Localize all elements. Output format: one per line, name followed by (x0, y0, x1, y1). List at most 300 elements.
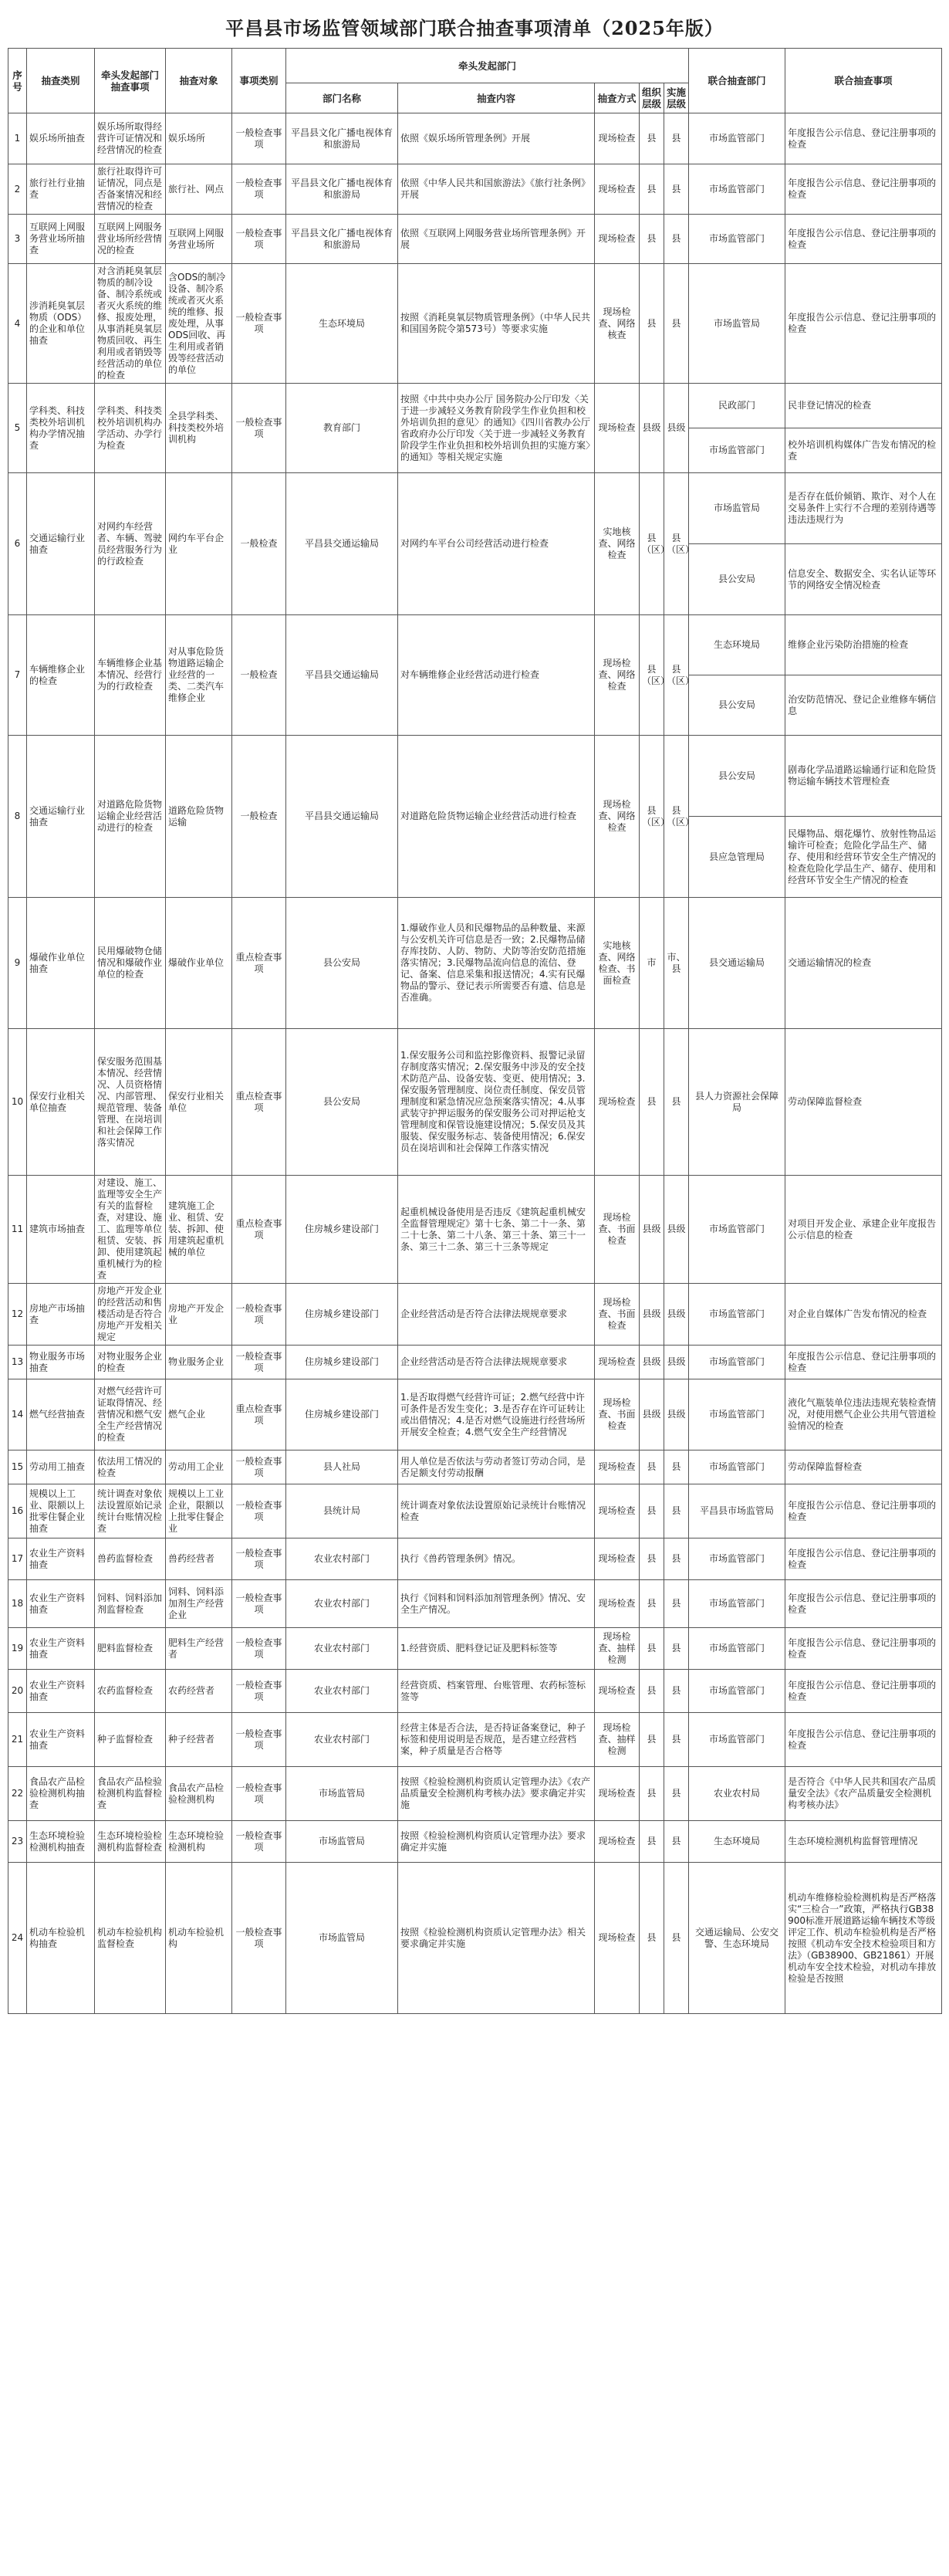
table-row (8, 1670, 942, 1713)
row-category: 农业生产资料抽查 (27, 1670, 95, 1713)
row-level-impl: 县级 (664, 1379, 689, 1450)
row-level-org: 县 (640, 215, 664, 264)
row-level-impl: 县级 (664, 1346, 689, 1379)
row-dept-name: 住房城乡建设部门 (286, 1284, 398, 1346)
table-row (8, 215, 942, 264)
row-level-org: 县（区） (640, 736, 664, 898)
row-target: 生态环境检验检测机构 (166, 1821, 232, 1863)
row-item-type: 一般检查事项 (232, 1346, 286, 1379)
row-category: 保安行业相关单位抽查 (27, 1029, 95, 1176)
row-level-org: 县 (640, 1580, 664, 1628)
row-method: 现场检查 (595, 1767, 640, 1821)
row-dept-name: 平昌县文化广播电视体育和旅游局 (286, 164, 398, 215)
row-target: 保安行业相关单位 (166, 1029, 232, 1176)
row-number: 15 (8, 1450, 27, 1484)
row-joint-item: 校外培训机构媒体广告发布情况的检查 (785, 428, 942, 473)
row-dept-name: 市场监管局 (286, 1767, 398, 1821)
row-category: 车辆维修企业的检查 (27, 615, 95, 736)
inspection-table (8, 48, 942, 2014)
row-dept-name: 住房城乡建设部门 (286, 1176, 398, 1284)
row-level-impl: 县级 (664, 384, 689, 473)
row-target: 建筑施工企业、租赁、安装、拆卸、使用建筑起重机械的单位 (166, 1176, 232, 1284)
row-lead-item: 对建设、施工、监理等安全生产有关的监督检查，对建设、施工、监理等单位租赁、安装、拆卸、使用建筑起重机械行为的检查 (95, 1176, 166, 1284)
table-row (8, 898, 942, 1029)
row-item-type: 一般检查事项 (232, 1821, 286, 1863)
row-dept-name: 教育部门 (286, 384, 398, 473)
row-number: 13 (8, 1346, 27, 1379)
row-level-impl: 县 (664, 1713, 689, 1767)
row-target: 燃气企业 (166, 1379, 232, 1450)
row-level-org: 县 (640, 1767, 664, 1821)
row-level-impl: 县 (664, 1670, 689, 1713)
row-method: 实地核查、网络检查、书面检查 (595, 898, 640, 1029)
page (8, 0, 941, 2014)
row-number: 22 (8, 1767, 27, 1821)
row-joint-item: 年度报告公示信息、登记注册事项的检查 (785, 215, 942, 264)
row-level-impl: 县（区） (664, 615, 689, 736)
row-lead-item: 车辆维修企业基本情况、经营行为的行政检查 (95, 615, 166, 736)
row-joint-item: 是否符合《中华人民共和国农产品质量安全法》《农产品质量安全检测机构考核办法》 (785, 1767, 942, 1821)
header-no: 序号 (8, 49, 27, 113)
row-lead-item: 食品农产品检验检测机构监督检查 (95, 1767, 166, 1821)
row-lead-item: 统计调查对象依法设置原始记录统计台账情况检查 (95, 1484, 166, 1538)
row-number: 2 (8, 164, 27, 215)
row-dept-name: 县统计局 (286, 1484, 398, 1538)
row-content: 依照《娱乐场所管理条例》开展 (398, 113, 595, 164)
header-lead-item: 牵头发起部门抽查事项 (95, 49, 166, 113)
row-level-org: 县级 (640, 1284, 664, 1346)
header-lead-group: 牵头发起部门 (286, 49, 689, 83)
row-target: 兽药经营者 (166, 1538, 232, 1580)
table-header (8, 49, 942, 113)
row-number: 20 (8, 1670, 27, 1713)
row-content: 经营主体是否合法，是否持证备案登记，种子标签和使用说明是否规范，是否建立经营档案，种子质量是否合格等 (398, 1713, 595, 1767)
row-level-impl: 县 (664, 1628, 689, 1670)
table-row (8, 264, 942, 384)
row-content: 用人单位是否依法与劳动者签订劳动合同，是否足额支付劳动报酬 (398, 1450, 595, 1484)
row-joint-dept: 县人力资源社会保障局 (689, 1029, 785, 1176)
page-title: 平昌县市场监管领域部门联合抽查事项清单（2025年版） (225, 17, 724, 39)
row-content: 起重机械设备使用是否违反《建筑起重机械安全监督管理规定》第十七条、第二十一条、第二十七条、第二十八条、第三十条、第三十一条、第三十二条、第三十三条等规定 (398, 1176, 595, 1284)
table-row (8, 1713, 942, 1767)
row-target: 道路危险货物运输 (166, 736, 232, 898)
row-joint-item: 年度报告公示信息、登记注册事项的检查 (785, 1670, 942, 1713)
row-joint-item: 年度报告公示信息、登记注册事项的检查 (785, 1538, 942, 1580)
header-target: 抽查对象 (166, 49, 232, 113)
row-joint-dept: 市场监管部门 (689, 1538, 785, 1580)
row-content: 执行《兽药管理条例》情况。 (398, 1538, 595, 1580)
table-body (8, 113, 942, 2014)
row-level-org: 县（区） (640, 473, 664, 615)
row-target: 网约车平台企业 (166, 473, 232, 615)
row-target: 种子经营者 (166, 1713, 232, 1767)
row-number: 14 (8, 1379, 27, 1450)
row-target: 物业服务企业 (166, 1346, 232, 1379)
row-level-org: 县级 (640, 384, 664, 473)
row-level-impl: 县 (664, 1450, 689, 1484)
row-joint-dept: 县公安局 (689, 736, 785, 817)
row-lead-item: 互联网上网服务营业场所经营情况的检查 (95, 215, 166, 264)
row-joint-dept: 市场监管部门 (689, 428, 785, 473)
row-method: 现场检查 (595, 1580, 640, 1628)
row-dept-name: 平昌县交通运输局 (286, 615, 398, 736)
row-joint-dept: 平昌县市场监管局 (689, 1484, 785, 1538)
row-target: 互联网上网服务营业场所 (166, 215, 232, 264)
row-lead-item: 依法用工情况的检查 (95, 1450, 166, 1484)
row-joint-item: 液化气瓶装单位违法违规充装检查情况，对使用燃气企业公共用气管道检验情况的检查 (785, 1379, 942, 1450)
row-category: 互联网上网服务营业场所抽查 (27, 215, 95, 264)
row-category: 房地产市场抽查 (27, 1284, 95, 1346)
row-joint-item: 年度报告公示信息、登记注册事项的检查 (785, 1484, 942, 1538)
row-lead-item: 房地产开发企业的经营活动和售楼活动是否符合房地产开发相关规定 (95, 1284, 166, 1346)
row-dept-name: 农业农村部门 (286, 1538, 398, 1580)
row-joint-dept: 市场监管部门 (689, 1713, 785, 1767)
row-number: 1 (8, 113, 27, 164)
row-lead-item: 娱乐场所取得经营许可证情况和经营情况的检查 (95, 113, 166, 164)
row-content: 1.经营资质、肥料登记证及肥料标签等 (398, 1628, 595, 1670)
header-content: 抽查内容 (398, 83, 595, 113)
row-joint-dept: 市场监管部门 (689, 1379, 785, 1450)
row-dept-name: 农业农村部门 (286, 1580, 398, 1628)
row-item-type: 一般检查事项 (232, 1628, 286, 1670)
header-level-impl: 实施层级 (664, 83, 689, 113)
table-row (8, 1284, 942, 1346)
row-joint-item: 年度报告公示信息、登记注册事项的检查 (785, 113, 942, 164)
row-target: 饲料、饲料添加剂生产经营企业 (166, 1580, 232, 1628)
row-target: 旅行社、网点 (166, 164, 232, 215)
table-row (8, 1863, 942, 2014)
row-content: 1.保安服务公司和监控影像资料、报警记录留存制度落实情况；2.保安服务中涉及的安全技术防范产品、设备安装、变更、使用情况；3.保安服务管理制度、岗位责任制度、保安员管理制度和紧急情况应急预案落实情况；4.从事武装守护押运服务的保安服务公司对押运枪支管理制度和保管设施建设情况；5.保安员及其服装、保安服务标志、装备使用情况；6.保安员在岗培训和社会保障工作落实情况 (398, 1029, 595, 1176)
row-joint-item: 年度报告公示信息、登记注册事项的检查 (785, 264, 942, 384)
row-item-type: 一般检查事项 (232, 113, 286, 164)
row-method: 现场检查 (595, 1346, 640, 1379)
row-level-org: 县 (640, 1484, 664, 1538)
row-category: 农业生产资料抽查 (27, 1580, 95, 1628)
row-category: 食品农产品检验检测机构抽查 (27, 1767, 95, 1821)
row-joint-dept: 市场监管部门 (689, 215, 785, 264)
row-level-org: 县级 (640, 1176, 664, 1284)
row-dept-name: 平昌县文化广播电视体育和旅游局 (286, 215, 398, 264)
row-item-type: 重点检查事项 (232, 898, 286, 1029)
row-content: 对车辆维修企业经营活动进行检查 (398, 615, 595, 736)
row-item-type: 一般检查事项 (232, 1580, 286, 1628)
row-level-impl: 县 (664, 264, 689, 384)
header-joint-item: 联合抽查事项 (785, 49, 942, 113)
row-level-impl: 县 (664, 1538, 689, 1580)
row-dept-name: 农业农村部门 (286, 1628, 398, 1670)
row-joint-dept: 市场监管部门 (689, 1346, 785, 1379)
row-method: 现场检查 (595, 1863, 640, 2014)
row-joint-item: 交通运输情况的检查 (785, 898, 942, 1029)
row-category: 生态环境检验检测机构抽查 (27, 1821, 95, 1863)
row-number: 9 (8, 898, 27, 1029)
row-level-impl: 县（区） (664, 736, 689, 898)
row-target: 爆破作业单位 (166, 898, 232, 1029)
row-lead-item: 种子监督检查 (95, 1713, 166, 1767)
row-method: 现场检查、书面检查 (595, 1176, 640, 1284)
row-content: 按照《中共中央办公厅 国务院办公厅印发〈关于进一步减轻义务教育阶段学生作业负担和校外培训负担的意见〉的通知》《四川省教办公厅 省政府办公厅印发〈关于进一步减轻义务教育阶段学生作业负担和校外培训负担的实施方案〉的通知》等相关规定实施 (398, 384, 595, 473)
row-number: 21 (8, 1713, 27, 1767)
row-method: 现场检查、抽样检测 (595, 1713, 640, 1767)
row-category: 学科类、科技类校外培训机构办学情况抽查 (27, 384, 95, 473)
header-method: 抽查方式 (595, 83, 640, 113)
row-target: 农药经营者 (166, 1670, 232, 1713)
row-lead-item: 机动车检验机构监督检查 (95, 1863, 166, 2014)
row-content: 按照《检验检测机构资质认定管理办法》要求确定并实施 (398, 1821, 595, 1863)
row-content: 经营资质、档案管理、台账管理、农药标签标签等 (398, 1670, 595, 1713)
row-joint-item: 对项目开发企业、承建企业年度报告公示信息的检查 (785, 1176, 942, 1284)
row-method: 现场检查、书面检查 (595, 1379, 640, 1450)
row-joint-item: 年度报告公示信息、登记注册事项的检查 (785, 1580, 942, 1628)
row-level-org: 县 (640, 1821, 664, 1863)
row-number: 19 (8, 1628, 27, 1670)
row-item-type: 一般检查 (232, 615, 286, 736)
row-joint-dept: 市场监管部门 (689, 1176, 785, 1284)
row-category: 规模以上工业、限额以上批零住餐企业抽查 (27, 1484, 95, 1538)
row-dept-name: 住房城乡建设部门 (286, 1379, 398, 1450)
row-joint-item: 年度报告公示信息、登记注册事项的检查 (785, 1713, 942, 1767)
row-joint-item: 机动车维修检验检测机构是否严格落实“三检合一”政策，严格执行GB38900标准开展道路运输车辆技术等级评定工作、机动车检验机构是否严格按照《机动车安全技术检验项目和方法》（GB38900、GB21861）开展机动车安全技术检验，对机动车排放检验是否按照 (785, 1863, 942, 2014)
row-content: 企业经营活动是否符合法律法规规章要求 (398, 1284, 595, 1346)
row-target: 食品农产品检验检测机构 (166, 1767, 232, 1821)
row-content: 1.是否取得燃气经营许可证；2.燃气经营中许可条件是否发生变化；3.是否存在许可证转让或出借情况；4.是否对燃气设施进行经营场所开展安全检查；4.燃气安全生产经营情况 (398, 1379, 595, 1450)
row-method: 现场检查 (595, 1670, 640, 1713)
row-lead-item: 对燃气经营许可证取得情况、经营情况和燃气安全生产经营情况的检查 (95, 1379, 166, 1450)
row-lead-item: 学科类、科技类校外培训机构办学活动、办学行为检查 (95, 384, 166, 473)
row-category: 农业生产资料抽查 (27, 1713, 95, 1767)
row-number: 10 (8, 1029, 27, 1176)
row-lead-item: 保安服务范围基本情况、经营情况、人员资格情况、内部管理、规范管理、装备管理、在岗培训和社会保障工作落实情况 (95, 1029, 166, 1176)
row-category: 涉消耗臭氧层物质（ODS）的企业和单位抽查 (27, 264, 95, 384)
row-item-type: 一般检查事项 (232, 1863, 286, 2014)
row-method: 现场检查 (595, 384, 640, 473)
row-dept-name: 平昌县交通运输局 (286, 473, 398, 615)
row-item-type: 一般检查事项 (232, 264, 286, 384)
row-target: 含ODS的制冷设备、制冷系统或者灭火系统的维修、报废处理，从事ODS回收、再生利用或者销毁等经营活动的单位 (166, 264, 232, 384)
row-joint-dept: 市场监管部门 (689, 1450, 785, 1484)
row-category: 农业生产资料抽查 (27, 1538, 95, 1580)
table-row (8, 1767, 942, 1821)
row-joint-dept: 农业农村局 (689, 1767, 785, 1821)
row-method: 现场检查 (595, 1821, 640, 1863)
row-number: 6 (8, 473, 27, 615)
row-joint-dept: 县交通运输局 (689, 898, 785, 1029)
row-joint-dept: 市场监管部门 (689, 1284, 785, 1346)
row-item-type: 一般检查事项 (232, 384, 286, 473)
row-level-impl: 县级 (664, 1284, 689, 1346)
row-method: 现场检查 (595, 164, 640, 215)
row-category: 农业生产资料抽查 (27, 1628, 95, 1670)
row-method: 现场检查、网络检查 (595, 615, 640, 736)
row-level-impl: 县（区） (664, 473, 689, 615)
row-method: 现场检查、网络检查 (595, 736, 640, 898)
table-row (8, 1379, 942, 1450)
table-row (8, 113, 942, 164)
row-target: 房地产开发企业 (166, 1284, 232, 1346)
row-joint-item: 年度报告公示信息、登记注册事项的检查 (785, 1628, 942, 1670)
table-row (8, 1029, 942, 1176)
row-item-type: 一般检查事项 (232, 1284, 286, 1346)
row-lead-item: 民用爆破物仓储情况和爆破作业单位的检查 (95, 898, 166, 1029)
row-item-type: 一般检查事项 (232, 1484, 286, 1538)
row-joint-dept: 县公安局 (689, 675, 785, 736)
row-method: 现场检查 (595, 113, 640, 164)
row-content: 1.爆破作业人员和民爆物品的品种数量、来源与公安机关许可信息是否一致；2.民爆物品储存库技防、人防、物防、犬防等治安防范措施落实情况；3.民爆物品流向信息的流信、登记、备案、信息采集和报送情况；4.实有民爆物品的警示、登记表示所需要否有遗、信息是否准确。 (398, 898, 595, 1029)
row-dept-name: 平昌县交通运输局 (286, 736, 398, 898)
row-level-org: 县 (640, 113, 664, 164)
row-joint-dept: 县公安局 (689, 544, 785, 615)
row-item-type: 一般检查 (232, 736, 286, 898)
row-category: 建筑市场抽查 (27, 1176, 95, 1284)
row-method: 现场检查 (595, 1029, 640, 1176)
row-joint-dept: 市场监管部门 (689, 1580, 785, 1628)
row-level-impl: 县 (664, 164, 689, 215)
row-joint-dept: 市场监管局 (689, 473, 785, 544)
row-content: 按照《检验检测机构资质认定管理办法》相关要求确定并实施 (398, 1863, 595, 2014)
row-content: 按照《检验检测机构资质认定管理办法》《农产品质量安全检测机构考核办法》要求确定并实施 (398, 1767, 595, 1821)
row-level-org: 县 (640, 1538, 664, 1580)
table-row (8, 615, 942, 675)
row-number: 24 (8, 1863, 27, 2014)
row-level-impl: 县 (664, 1863, 689, 2014)
row-number: 5 (8, 384, 27, 473)
row-method: 现场检查 (595, 1450, 640, 1484)
row-number: 23 (8, 1821, 27, 1863)
row-joint-dept: 市场监管局 (689, 264, 785, 384)
row-joint-dept: 市场监管部门 (689, 1628, 785, 1670)
row-joint-item: 民非登记情况的检查 (785, 384, 942, 428)
row-target: 规模以上工业企业，限额以上批零住餐企业 (166, 1484, 232, 1538)
row-method: 现场检查、书面检查 (595, 1284, 640, 1346)
row-category: 娱乐场所抽查 (27, 113, 95, 164)
row-method: 现场检查、网络核查 (595, 264, 640, 384)
row-lead-item: 对物业服务企业的检查 (95, 1346, 166, 1379)
header-dept-name: 部门名称 (286, 83, 398, 113)
row-content: 依照《互联网上网服务营业场所管理条例》开展 (398, 215, 595, 264)
row-joint-dept: 市场监管部门 (689, 1670, 785, 1713)
row-level-impl: 县 (664, 1767, 689, 1821)
table-row (8, 1821, 942, 1863)
row-target: 全县学科类、科技类校外培训机构 (166, 384, 232, 473)
row-dept-name: 平昌县文化广播电视体育和旅游局 (286, 113, 398, 164)
row-lead-item: 肥料监督检查 (95, 1628, 166, 1670)
row-dept-name: 县公安局 (286, 898, 398, 1029)
row-item-type: 一般检查事项 (232, 215, 286, 264)
row-item-type: 一般检查事项 (232, 1767, 286, 1821)
row-level-org: 县级 (640, 1346, 664, 1379)
table-row (8, 384, 942, 428)
row-item-type: 一般检查事项 (232, 1450, 286, 1484)
row-category: 物业服务市场抽查 (27, 1346, 95, 1379)
header-level-org: 组织层级 (640, 83, 664, 113)
row-level-impl: 县 (664, 215, 689, 264)
row-content: 企业经营活动是否符合法律法规规章要求 (398, 1346, 595, 1379)
row-content: 统计调查对象依法设置原始记录统计台账情况检查 (398, 1484, 595, 1538)
row-level-org: 县 (640, 164, 664, 215)
row-lead-item: 生态环境检验检测机构监督检查 (95, 1821, 166, 1863)
row-target: 娱乐场所 (166, 113, 232, 164)
row-item-type: 重点检查事项 (232, 1029, 286, 1176)
row-joint-item: 是否存在低价倾销、欺诈、对个人在交易条件上实行不合理的差别待遇等违法违规行为 (785, 473, 942, 544)
row-target: 肥料生产经营者 (166, 1628, 232, 1670)
row-dept-name: 农业农村部门 (286, 1670, 398, 1713)
row-level-impl: 县 (664, 1029, 689, 1176)
row-level-org: 县 (640, 1628, 664, 1670)
row-method: 现场检查 (595, 1538, 640, 1580)
row-joint-item: 劳动保障监督检查 (785, 1450, 942, 1484)
row-item-type: 重点检查事项 (232, 1379, 286, 1450)
table-row (8, 1346, 942, 1379)
row-joint-dept: 县应急管理局 (689, 817, 785, 898)
row-level-org: 市 (640, 898, 664, 1029)
row-target: 机动车检验机构 (166, 1863, 232, 2014)
row-joint-dept: 生态环境局 (689, 1821, 785, 1863)
row-level-impl: 县 (664, 1821, 689, 1863)
row-content: 依照《中华人民共和国旅游法》《旅行社条例》开展 (398, 164, 595, 215)
row-joint-item: 年度报告公示信息、登记注册事项的检查 (785, 164, 942, 215)
row-number: 11 (8, 1176, 27, 1284)
row-level-impl: 县 (664, 1484, 689, 1538)
row-joint-item: 生态环境检测机构监督管理情况 (785, 1821, 942, 1863)
row-joint-dept: 交通运输局、公安交警、生态环境局 (689, 1863, 785, 2014)
row-level-impl: 市、县 (664, 898, 689, 1029)
table-row (8, 473, 942, 544)
row-joint-item: 民爆物品、烟花爆竹、放射性物品运输许可检查；危险化学品生产、储存、使用和经营环节安全生产情况的检查危险化学品生产、储存、使用和经营环节安全生产情况的检查 (785, 817, 942, 898)
row-lead-item: 饲料、饲料添加剂监督检查 (95, 1580, 166, 1628)
row-content: 对道路危险货物运输企业经营活动进行检查 (398, 736, 595, 898)
table-row (8, 1580, 942, 1628)
row-method: 实地核查、网络检查 (595, 473, 640, 615)
row-level-org: 县 (640, 1450, 664, 1484)
row-dept-name: 县公安局 (286, 1029, 398, 1176)
row-joint-item: 剧毒化学品道路运输通行证和危险货物运输车辆技术管理检查 (785, 736, 942, 817)
row-level-impl: 县级 (664, 1176, 689, 1284)
row-item-type: 一般检查事项 (232, 1713, 286, 1767)
table-row (8, 736, 942, 817)
row-joint-dept: 民政部门 (689, 384, 785, 428)
row-category: 旅行社行业抽查 (27, 164, 95, 215)
header-category: 抽查类别 (27, 49, 95, 113)
row-category: 燃气经营抽查 (27, 1379, 95, 1450)
row-item-type: 一般检查 (232, 473, 286, 615)
row-dept-name: 县人社局 (286, 1450, 398, 1484)
row-level-org: 县 (640, 264, 664, 384)
row-target: 对从事危险货物道路运输企业经营的一类、二类汽车维修企业 (166, 615, 232, 736)
row-content: 对网约车平台公司经营活动进行检查 (398, 473, 595, 615)
row-number: 7 (8, 615, 27, 736)
row-joint-dept: 市场监管部门 (689, 164, 785, 215)
row-number: 17 (8, 1538, 27, 1580)
row-level-org: 县 (640, 1029, 664, 1176)
header-item-type: 事项类别 (232, 49, 286, 113)
row-lead-item: 对含消耗臭氧层物质的制冷设备、制冷系统或者灭火系统的维修、报废处理，从事消耗臭氧层物质回收、再生利用或者销毁等经营活动的单位的检查 (95, 264, 166, 384)
row-item-type: 一般检查事项 (232, 1670, 286, 1713)
row-dept-name: 农业农村部门 (286, 1713, 398, 1767)
row-number: 4 (8, 264, 27, 384)
row-lead-item: 对道路危险货物运输企业经营活动进行的检查 (95, 736, 166, 898)
row-lead-item: 旅行社取得许可证情况，同点是否备案情况和经营情况的检查 (95, 164, 166, 215)
row-joint-item: 维修企业污染防治措施的检查 (785, 615, 942, 675)
row-dept-name: 市场监管局 (286, 1821, 398, 1863)
row-number: 12 (8, 1284, 27, 1346)
row-level-org: 县 (640, 1713, 664, 1767)
row-joint-item: 对企业自媒体广告发布情况的检查 (785, 1284, 942, 1346)
row-category: 交通运输行业抽查 (27, 736, 95, 898)
row-level-org: 县级 (640, 1379, 664, 1450)
row-item-type: 一般检查事项 (232, 164, 286, 215)
row-lead-item: 兽药监督检查 (95, 1538, 166, 1580)
table-row (8, 1450, 942, 1484)
